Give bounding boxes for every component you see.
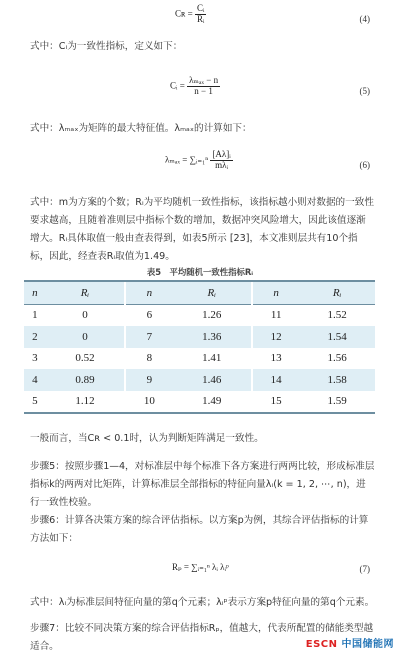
table-cell: 1.26 <box>172 304 252 326</box>
header-ri-1: Rᵢ <box>46 281 126 304</box>
table-row <box>24 391 375 414</box>
header-ri-3: Rᵢ <box>299 281 375 304</box>
table-cell: 1.58 <box>299 369 375 391</box>
table-cell: 7 <box>125 326 172 348</box>
equation-5-lhs: Cᵢ = <box>170 80 185 91</box>
equation-5 <box>170 76 220 97</box>
equation-6-lhs: λₘₐₓ = ∑ᵢ₌₁ⁿ <box>165 154 209 165</box>
equation-7: Rₚ = ∑ᵢ₌₁ⁿ λᵢ λᵢᵖ <box>172 562 229 572</box>
table-cell: 0.52 <box>46 348 126 370</box>
equation-4-fraction <box>195 4 206 25</box>
watermark-escn: ESCN <box>305 639 338 650</box>
table-cell: 9 <box>125 369 172 391</box>
header-n-3: n <box>252 281 299 304</box>
watermark-logo <box>306 635 394 650</box>
equation-6-number: (6) <box>359 160 370 170</box>
table-cell: 1 <box>24 304 46 326</box>
equation-6-fraction <box>210 150 232 171</box>
paragraph-7: 式中：λᵢ为标准层间特征向量的第q个元素；λᵢᵖ表示方案p特征向量的第q个元素。 <box>30 597 375 608</box>
equation-5-denominator: n − 1 <box>194 85 213 96</box>
equation-4-lhs: Cʀ = <box>175 8 193 19</box>
equation-5-fraction <box>187 76 220 97</box>
table-row <box>24 348 375 370</box>
equation-6 <box>165 150 233 171</box>
watermark-site-name: 中国储能网 <box>341 639 394 650</box>
paragraph-6: 步骤6：计算各决策方案的综合评估指标。以方案p为例，其综合评估指标的计算方法如下： <box>30 515 369 544</box>
header-n-1: n <box>24 281 46 304</box>
equation-4-number: (4) <box>359 14 370 24</box>
table-cell: 1.54 <box>299 326 375 348</box>
table-row <box>24 326 375 348</box>
table-cell: 14 <box>252 369 299 391</box>
equation-7-number: (7) <box>359 564 370 574</box>
table-caption: 表5 平均随机一致性指标Rᵢ <box>146 267 254 277</box>
paragraph-3: 式中：m为方案的个数；Rᵢ为平均随机一致性指标，该指标越小则对数据的一致性要求越高，且随着准则层中指标个数的增加，数据冲突风险增大，因此该值逐渐增大。Rᵢ具体取值一般由查表得到，如表5所示 [23]，本文准则层共有10个指标，因此，经查表Rᵢ取值为1.49。 <box>30 197 374 262</box>
table-cell: 13 <box>252 348 299 370</box>
table-header-row <box>24 281 375 304</box>
equation-4 <box>175 4 206 25</box>
table-cell: 6 <box>125 304 172 326</box>
table-cell: 8 <box>125 348 172 370</box>
table-cell: 1.36 <box>172 326 252 348</box>
table-cell: 5 <box>24 391 46 414</box>
table-cell: 0 <box>46 326 126 348</box>
table-cell: 0 <box>46 304 126 326</box>
paragraph-4: 一般而言，当Cʀ < 0.1时，认为判断矩阵满足一致性。 <box>30 433 264 444</box>
table-cell: 1.59 <box>299 391 375 414</box>
equation-5-number: (5) <box>359 86 370 96</box>
table-cell: 10 <box>125 391 172 414</box>
paragraph-5: 步骤5：按照步骤1—4，对标准层中每个标准下各方案进行两两比较，形成标准层指标k的两两对比矩阵，计算标准层全部指标的特征向量λᵢ(k = 1, 2, ⋯, n)，进行一致性校验。 <box>30 461 375 508</box>
table-cell: 11 <box>252 304 299 326</box>
table-cell: 2 <box>24 326 46 348</box>
equation-5-numerator: λₘₐₓ − n <box>189 75 219 85</box>
table-row <box>24 304 375 326</box>
table-cell: 4 <box>24 369 46 391</box>
table-cell: 1.41 <box>172 348 252 370</box>
equation-4-denominator: Rᵢ <box>196 13 205 24</box>
table-cell: 1.56 <box>299 348 375 370</box>
table-cell: 1.12 <box>46 391 126 414</box>
table-cell: 1.49 <box>172 391 252 414</box>
random-consistency-table <box>24 280 375 414</box>
equation-6-numerator: [Aλ]ᵢ <box>212 149 231 159</box>
table-cell: 3 <box>24 348 46 370</box>
table-cell: 15 <box>252 391 299 414</box>
table-row <box>24 369 375 391</box>
table-cell: 12 <box>252 326 299 348</box>
paragraph-1: 式中：Cᵢ为一致性指标，定义如下： <box>30 41 183 52</box>
table-cell: 1.46 <box>172 369 252 391</box>
table-cell: 1.52 <box>299 304 375 326</box>
header-n-2: n <box>125 281 172 304</box>
paragraph-8: 步骤7：比较不同决策方案的综合评估指标Rₚ，值越大，代表所配置的储能类型越适合。 <box>30 623 374 652</box>
paragraph-2: 式中：λₘₐₓ为矩阵的最大特征值。λₘₐₓ的计算如下： <box>30 123 252 134</box>
equation-6-denominator: mλᵢ <box>215 159 228 170</box>
table-cell: 0.89 <box>46 369 126 391</box>
equation-4-numerator: Cᵢ <box>196 3 205 13</box>
header-ri-2: Rᵢ <box>172 281 252 304</box>
